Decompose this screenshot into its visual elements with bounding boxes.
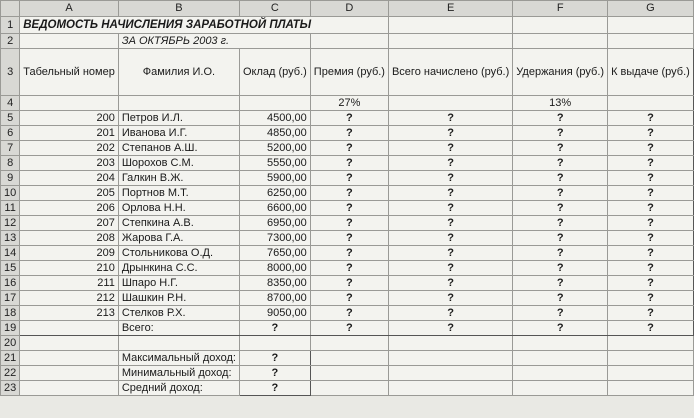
- total-cell[interactable]: ?: [388, 261, 512, 276]
- bonus-cell[interactable]: ?: [310, 141, 388, 156]
- cell[interactable]: [513, 336, 608, 351]
- cell[interactable]: [388, 336, 512, 351]
- row-header[interactable]: 7: [1, 141, 20, 156]
- row-header[interactable]: 10: [1, 186, 20, 201]
- salary-cell[interactable]: 7300,00: [239, 231, 310, 246]
- table-row: [1, 306, 694, 321]
- header-total[interactable]: Всего начислено (руб.): [388, 49, 512, 96]
- row-header[interactable]: 13: [1, 231, 20, 246]
- deductions-cell[interactable]: ?: [513, 126, 608, 141]
- column-header-g[interactable]: G: [608, 1, 694, 17]
- cell[interactable]: [20, 336, 119, 351]
- bonus-rate[interactable]: 27%: [310, 96, 388, 111]
- total-cell[interactable]: ?: [388, 306, 512, 321]
- payout-cell[interactable]: ?: [608, 201, 694, 216]
- deductions-cell[interactable]: ?: [513, 201, 608, 216]
- cell[interactable]: [310, 381, 388, 396]
- salary-cell[interactable]: 5550,00: [239, 156, 310, 171]
- total-payout-cell[interactable]: ?: [608, 321, 694, 336]
- employee-name-cell[interactable]: Портнов М.Т.: [118, 186, 239, 201]
- summary-value-cell[interactable]: ?: [239, 366, 310, 381]
- cell[interactable]: [20, 34, 119, 49]
- deductions-cell[interactable]: ?: [513, 111, 608, 126]
- row-header[interactable]: 8: [1, 156, 20, 171]
- employee-name-cell[interactable]: Степанов А.Ш.: [118, 141, 239, 156]
- cell[interactable]: [118, 336, 239, 351]
- salary-cell[interactable]: 6950,00: [239, 216, 310, 231]
- row-header-1[interactable]: 1: [1, 17, 20, 34]
- cell[interactable]: [239, 336, 310, 351]
- deduction-rate[interactable]: 13%: [513, 96, 608, 111]
- select-all-corner[interactable]: [1, 1, 20, 17]
- total-total-cell[interactable]: ?: [388, 321, 512, 336]
- total-cell[interactable]: ?: [388, 291, 512, 306]
- payout-cell[interactable]: ?: [608, 156, 694, 171]
- row-header[interactable]: 16: [1, 276, 20, 291]
- cell[interactable]: [513, 381, 608, 396]
- cell[interactable]: [310, 34, 388, 49]
- cell[interactable]: [608, 381, 694, 396]
- cell[interactable]: [608, 17, 694, 34]
- salary-cell[interactable]: 5900,00: [239, 171, 310, 186]
- table-row: [1, 291, 694, 306]
- table-row: [1, 261, 694, 276]
- cell[interactable]: [20, 366, 119, 381]
- row-header[interactable]: 12: [1, 216, 20, 231]
- salary-cell[interactable]: 7650,00: [239, 246, 310, 261]
- cell[interactable]: [310, 366, 388, 381]
- deductions-cell[interactable]: ?: [513, 216, 608, 231]
- employee-name-cell[interactable]: Стелков Р.Х.: [118, 306, 239, 321]
- deductions-cell[interactable]: ?: [513, 156, 608, 171]
- summary-label[interactable]: Минимальный доход:: [118, 366, 239, 381]
- deductions-cell[interactable]: ?: [513, 231, 608, 246]
- employee-name-cell[interactable]: Галкин В.Ж.: [118, 171, 239, 186]
- salary-cell[interactable]: 9050,00: [239, 306, 310, 321]
- total-cell[interactable]: ?: [388, 216, 512, 231]
- cell[interactable]: [388, 351, 512, 366]
- row-header[interactable]: 6: [1, 126, 20, 141]
- total-cell[interactable]: ?: [388, 231, 512, 246]
- tab-number-cell[interactable]: 209: [20, 246, 119, 261]
- table-row: [1, 186, 694, 201]
- deductions-cell[interactable]: ?: [513, 171, 608, 186]
- cell[interactable]: [20, 351, 119, 366]
- salary-cell[interactable]: 8700,00: [239, 291, 310, 306]
- total-cell[interactable]: ?: [388, 246, 512, 261]
- row-header[interactable]: 22: [1, 366, 20, 381]
- column-header-d[interactable]: D: [310, 1, 388, 17]
- bonus-cell[interactable]: ?: [310, 306, 388, 321]
- payout-cell[interactable]: ?: [608, 111, 694, 126]
- payout-cell[interactable]: ?: [608, 126, 694, 141]
- summary-label[interactable]: Средний доход:: [118, 381, 239, 396]
- tab-number-cell[interactable]: 201: [20, 126, 119, 141]
- row-header[interactable]: 14: [1, 246, 20, 261]
- employee-name-cell[interactable]: Иванова И.Г.: [118, 126, 239, 141]
- table-row: [1, 171, 694, 186]
- sheet-title[interactable]: ВЕДОМОСТЬ НАЧИСЛЕНИЯ ЗАРАБОТНОЙ ПЛАТЫ: [20, 17, 389, 34]
- deductions-cell[interactable]: ?: [513, 261, 608, 276]
- table-row: [1, 276, 694, 291]
- tab-number-cell[interactable]: 207: [20, 216, 119, 231]
- deductions-cell[interactable]: ?: [513, 246, 608, 261]
- cell[interactable]: [608, 34, 694, 49]
- cell[interactable]: [388, 34, 512, 49]
- total-cell[interactable]: ?: [388, 126, 512, 141]
- summary-row: [1, 366, 694, 381]
- cell[interactable]: [513, 366, 608, 381]
- tab-number-cell[interactable]: 206: [20, 201, 119, 216]
- summary-value-cell[interactable]: ?: [239, 381, 310, 396]
- cell[interactable]: [310, 336, 388, 351]
- cell[interactable]: [388, 17, 512, 34]
- tab-number-cell[interactable]: 212: [20, 291, 119, 306]
- header-bonus[interactable]: Премия (руб.): [310, 49, 388, 96]
- cell[interactable]: [608, 351, 694, 366]
- salary-cell[interactable]: 6600,00: [239, 201, 310, 216]
- bonus-cell[interactable]: ?: [310, 261, 388, 276]
- row-header-4[interactable]: 4: [1, 96, 20, 111]
- bonus-cell[interactable]: ?: [310, 111, 388, 126]
- bonus-cell[interactable]: ?: [310, 231, 388, 246]
- row-header-20[interactable]: 20: [1, 336, 20, 351]
- cell[interactable]: [513, 34, 608, 49]
- total-bonus-cell[interactable]: ?: [310, 321, 388, 336]
- table-row: [1, 141, 694, 156]
- table-row: [1, 246, 694, 261]
- payout-cell[interactable]: ?: [608, 246, 694, 261]
- summary-row: [1, 381, 694, 396]
- row-header[interactable]: 17: [1, 291, 20, 306]
- cell[interactable]: [608, 96, 694, 111]
- row-header-3[interactable]: 3: [1, 49, 20, 96]
- total-cell[interactable]: ?: [388, 171, 512, 186]
- tab-number-cell[interactable]: 205: [20, 186, 119, 201]
- total-label[interactable]: Всего:: [118, 321, 239, 336]
- column-header-c[interactable]: C: [239, 1, 310, 17]
- cell[interactable]: [20, 381, 119, 396]
- table-row: [1, 216, 694, 231]
- total-cell[interactable]: ?: [388, 141, 512, 156]
- cell[interactable]: [388, 96, 512, 111]
- salary-cell[interactable]: 4500,00: [239, 111, 310, 126]
- tab-number-cell[interactable]: 211: [20, 276, 119, 291]
- header-name[interactable]: Фамилия И.О.: [118, 49, 239, 96]
- employee-name-cell[interactable]: Шорохов С.М.: [118, 156, 239, 171]
- tab-number-cell[interactable]: 203: [20, 156, 119, 171]
- tab-number-cell[interactable]: 210: [20, 261, 119, 276]
- cell[interactable]: [388, 381, 512, 396]
- column-header-f[interactable]: F: [513, 1, 608, 17]
- employee-name-cell[interactable]: Петров И.Л.: [118, 111, 239, 126]
- total-cell[interactable]: ?: [388, 201, 512, 216]
- row-header[interactable]: 15: [1, 261, 20, 276]
- cell[interactable]: [513, 351, 608, 366]
- totals-row: [1, 321, 694, 336]
- tab-number-cell[interactable]: 208: [20, 231, 119, 246]
- tab-number-cell[interactable]: 200: [20, 111, 119, 126]
- deductions-cell[interactable]: ?: [513, 306, 608, 321]
- row-header[interactable]: 21: [1, 351, 20, 366]
- column-header-e[interactable]: E: [388, 1, 512, 17]
- payout-cell[interactable]: ?: [608, 261, 694, 276]
- employee-name-cell[interactable]: Шпаро Н.Г.: [118, 276, 239, 291]
- row-header-19[interactable]: 19: [1, 321, 20, 336]
- total-cell[interactable]: ?: [388, 276, 512, 291]
- cell[interactable]: [20, 321, 119, 336]
- row-header[interactable]: 9: [1, 171, 20, 186]
- tab-number-cell[interactable]: 202: [20, 141, 119, 156]
- bonus-cell[interactable]: ?: [310, 126, 388, 141]
- payout-cell[interactable]: ?: [608, 216, 694, 231]
- deductions-cell[interactable]: ?: [513, 276, 608, 291]
- column-header-b[interactable]: B: [118, 1, 239, 17]
- table-row: [1, 156, 694, 171]
- column-header-a[interactable]: A: [20, 1, 119, 17]
- payout-cell[interactable]: ?: [608, 306, 694, 321]
- employee-name-cell[interactable]: Жарова Г.А.: [118, 231, 239, 246]
- total-deductions-cell[interactable]: ?: [513, 321, 608, 336]
- employee-name-cell[interactable]: Стольникова О.Д.: [118, 246, 239, 261]
- header-tab-number[interactable]: Табельный номер: [20, 49, 119, 96]
- bonus-cell[interactable]: ?: [310, 291, 388, 306]
- header-payout[interactable]: К выдаче (руб.): [608, 49, 694, 96]
- employee-name-cell[interactable]: Шашкин Р.Н.: [118, 291, 239, 306]
- payout-cell[interactable]: ?: [608, 141, 694, 156]
- bonus-cell[interactable]: ?: [310, 156, 388, 171]
- row-header-2[interactable]: 2: [1, 34, 20, 49]
- summary-row: [1, 351, 694, 366]
- total-cell[interactable]: ?: [388, 111, 512, 126]
- total-salary-cell[interactable]: ?: [239, 321, 310, 336]
- total-cell[interactable]: ?: [388, 156, 512, 171]
- row-header[interactable]: 23: [1, 381, 20, 396]
- salary-cell[interactable]: 4850,00: [239, 126, 310, 141]
- payout-cell[interactable]: ?: [608, 186, 694, 201]
- cell[interactable]: [608, 366, 694, 381]
- payout-cell[interactable]: ?: [608, 291, 694, 306]
- cell[interactable]: [239, 96, 310, 111]
- employee-name-cell[interactable]: Орлова Н.Н.: [118, 201, 239, 216]
- table-row: [1, 126, 694, 141]
- cell[interactable]: [118, 96, 239, 111]
- salary-cell[interactable]: 5200,00: [239, 141, 310, 156]
- salary-cell[interactable]: 8350,00: [239, 276, 310, 291]
- header-salary[interactable]: Оклад (руб.): [239, 49, 310, 96]
- cell[interactable]: [388, 366, 512, 381]
- bonus-cell[interactable]: ?: [310, 216, 388, 231]
- cell[interactable]: [513, 17, 608, 34]
- table-row: [1, 111, 694, 126]
- deductions-cell[interactable]: ?: [513, 291, 608, 306]
- tab-number-cell[interactable]: 204: [20, 171, 119, 186]
- summary-label[interactable]: Максимальный доход:: [118, 351, 239, 366]
- row-header[interactable]: 5: [1, 111, 20, 126]
- payout-cell[interactable]: ?: [608, 276, 694, 291]
- deductions-cell[interactable]: ?: [513, 186, 608, 201]
- table-row: [1, 201, 694, 216]
- table-row: [1, 231, 694, 246]
- row-header[interactable]: 18: [1, 306, 20, 321]
- employee-name-cell[interactable]: Дрынкина С.С.: [118, 261, 239, 276]
- bonus-cell[interactable]: ?: [310, 201, 388, 216]
- cell[interactable]: [20, 96, 119, 111]
- cell[interactable]: [310, 351, 388, 366]
- payout-cell[interactable]: ?: [608, 171, 694, 186]
- summary-value-cell[interactable]: ?: [239, 351, 310, 366]
- bonus-cell[interactable]: ?: [310, 171, 388, 186]
- bonus-cell[interactable]: ?: [310, 246, 388, 261]
- payout-cell[interactable]: ?: [608, 231, 694, 246]
- row-header[interactable]: 11: [1, 201, 20, 216]
- cell[interactable]: [608, 336, 694, 351]
- header-deductions[interactable]: Удержания (руб.): [513, 49, 608, 96]
- total-cell[interactable]: ?: [388, 186, 512, 201]
- employee-name-cell[interactable]: Степкина А.В.: [118, 216, 239, 231]
- bonus-cell[interactable]: ?: [310, 276, 388, 291]
- deductions-cell[interactable]: ?: [513, 141, 608, 156]
- sheet-subtitle[interactable]: ЗА ОКТЯБРЬ 2003 г.: [118, 34, 310, 49]
- tab-number-cell[interactable]: 213: [20, 306, 119, 321]
- bonus-cell[interactable]: ?: [310, 186, 388, 201]
- salary-cell[interactable]: 6250,00: [239, 186, 310, 201]
- salary-cell[interactable]: 8000,00: [239, 261, 310, 276]
